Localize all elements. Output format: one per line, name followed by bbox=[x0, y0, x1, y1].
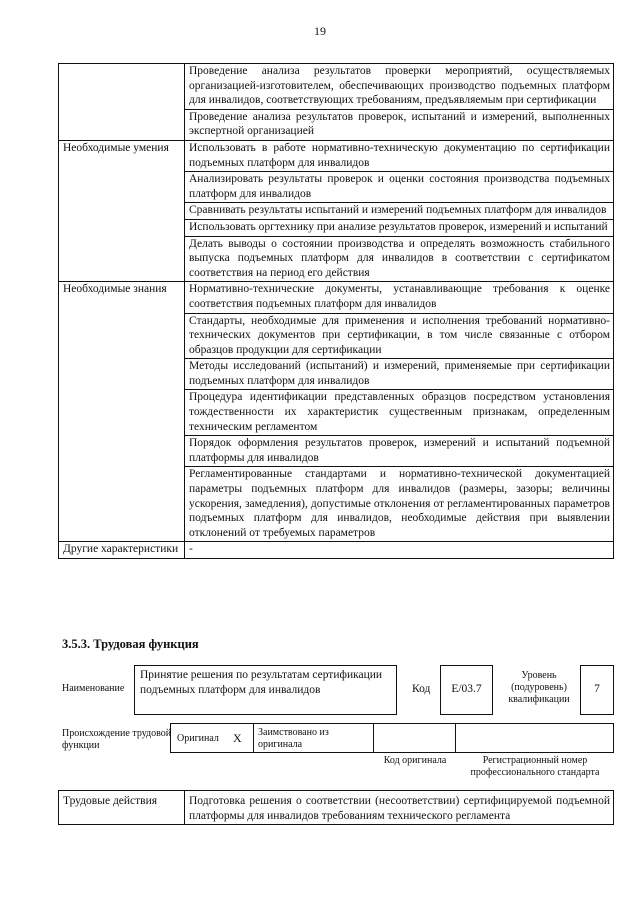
origin-label: Происхождение трудовой функции bbox=[62, 728, 172, 751]
borrowed-box bbox=[253, 723, 374, 753]
section-heading: 3.5.3. Трудовая функция bbox=[62, 637, 199, 651]
name-box bbox=[134, 665, 397, 715]
table-cell: Анализировать результаты проверок и оценки состояния производства подъемных платформ для инвалидов bbox=[189, 173, 610, 200]
competency-table bbox=[58, 63, 614, 559]
level-value: 7 bbox=[594, 683, 600, 695]
code-value: E/03.7 bbox=[451, 683, 482, 695]
knowledge-label: Необходимые знания bbox=[63, 283, 167, 296]
table-cell: Стандарты, необходимые для применения и исполнения требований нормативно-технических документов при сертификации, в том числе связанные с отбором образцов продукции для сертификации bbox=[189, 314, 610, 356]
table-cell: - bbox=[189, 543, 193, 556]
function-name: Принятие решения по результатам сертификации подъемных платформ для инвалидов bbox=[140, 669, 383, 696]
reg-number-box bbox=[455, 723, 614, 753]
name-label: Наименование bbox=[62, 683, 125, 694]
table-cell: Проведение анализа результатов проверок, испытаний и измерений, выполненных экспертной организацией bbox=[189, 110, 610, 138]
table-cell: Проведение анализа результатов проверки мероприятий, осуществляемых организацией-изготовителем, обеспечивающих производство подъемных платформ для инвалидов, соответствующих требованиям, предъявляемым при сертификации bbox=[189, 65, 610, 107]
table-cell: Использовать оргтехнику при анализе результатов проверок, измерений и испытаний bbox=[189, 220, 608, 233]
table-cell: Подготовка решения о соответствии (несоответствии) сертифицируемой подъемной платформы для инвалидов требованиям технического регламента bbox=[189, 795, 610, 822]
code-box bbox=[440, 665, 493, 715]
table-cell: Процедура идентификации представленных образцов посредством установления тождественности их характеристик существенным признакам, определенным техническим регламентом bbox=[189, 391, 610, 433]
table-cell: Методы исследований (испытаний) и измерений, применяемые при сертификации подъемных платформ для инвалидов bbox=[189, 360, 610, 387]
origin-code-box bbox=[373, 723, 456, 753]
original-mark: X bbox=[233, 731, 242, 745]
table-cell: Регламентированные стандартами и нормативно-технической документацией параметры подъемных платформ для инвалидов (размеры, зазоры; величины ускорения, замедления), допустимые отклонения от регламентированных параметров подъемных платформ для инвалидов, необходимые действия при выявлении отклонений от требуемых параметров bbox=[189, 468, 610, 539]
table-cell: Сравнивать результаты испытаний и измерений подъемных платформ для инвалидов bbox=[189, 204, 607, 217]
level-label: Уровень (подуровень) квалификации bbox=[508, 670, 570, 705]
table-cell: Порядок оформления результатов проверок, измерений и испытаний подъемной платформы для инвалидов bbox=[189, 437, 610, 464]
table-cell: Нормативно-технические документы, устанавливающие требования к оценке соответствия подъемных платформ для инвалидов bbox=[189, 283, 610, 310]
original-label: Оригинал bbox=[177, 733, 219, 744]
labor-actions-table bbox=[58, 790, 614, 825]
row-label-empty bbox=[59, 64, 185, 141]
table-cell: Использовать в работе нормативно-техническую документацию по сертификации подъемных платформ для инвалидов bbox=[189, 141, 610, 169]
table-row bbox=[59, 542, 614, 559]
reg-number-label: Регистрационный номер профессионального стандарта bbox=[470, 755, 600, 778]
labor-actions-label: Трудовые действия bbox=[63, 795, 158, 807]
skills-label: Необходимые умения bbox=[63, 141, 169, 154]
level-box bbox=[580, 665, 614, 715]
table-row bbox=[59, 64, 614, 110]
origin-code-label: Код оригинала bbox=[383, 755, 447, 766]
table-row bbox=[59, 140, 614, 171]
table-row bbox=[59, 791, 614, 825]
borrowed-label: Заимствовано из оригинала bbox=[258, 727, 329, 750]
other-label: Другие характеристики bbox=[63, 543, 179, 556]
code-label: Код bbox=[412, 683, 431, 695]
table-row bbox=[59, 282, 614, 313]
table-cell: Делать выводы о состоянии производства и определять возможность стабильного выпуска подъемных платформ для инвалидов в соответствии с сертификатом соответствия на период его действия bbox=[189, 237, 610, 279]
page-number: 19 bbox=[314, 24, 326, 38]
original-box bbox=[170, 723, 254, 753]
